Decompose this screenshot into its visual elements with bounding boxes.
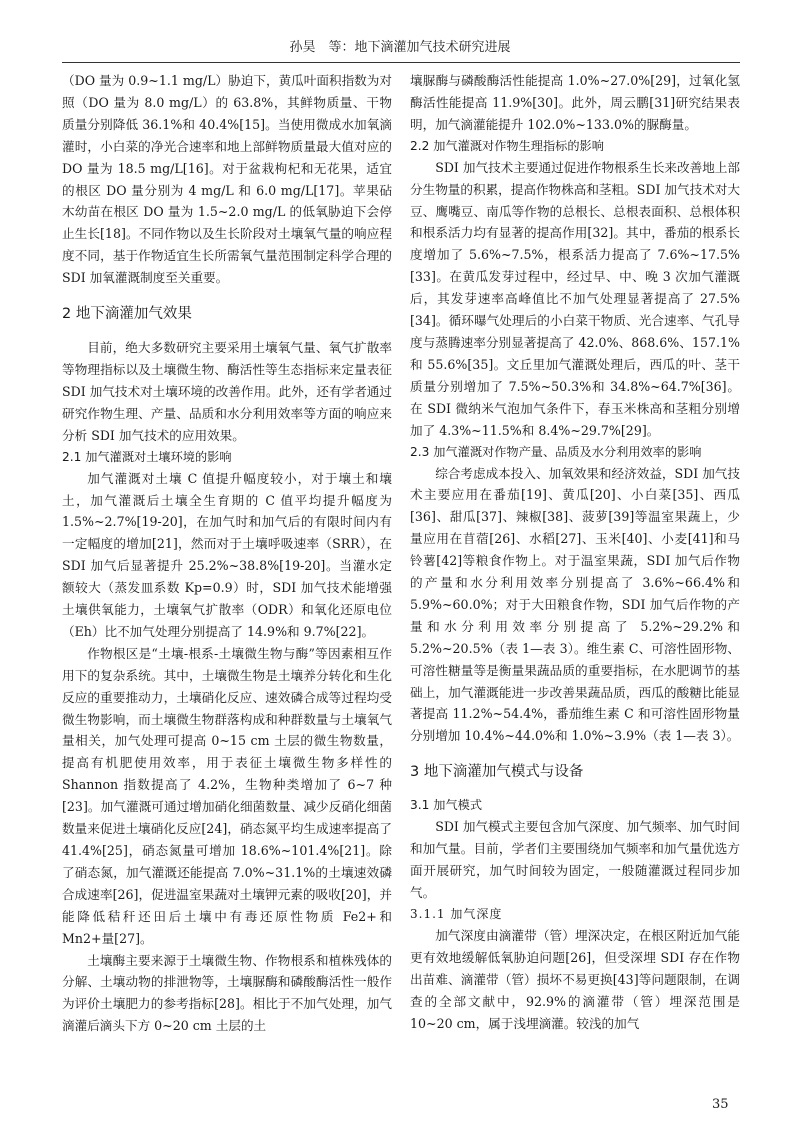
section-heading-3-1-1: 3.1.1 加气深度 [410, 906, 503, 921]
paragraph: 壤脲酶与磷酸酶活性能提高 1.0%~27.0%[29]，过氧化氢酶活性能提高 11.9%[30]。此外，周云鹏[31]研究结果表明，加气滴灌能提升 102.0%~133.0%的脲酶量。 [410, 73, 740, 132]
paragraph: （DO 量为 0.9~1.1 mg/L）胁迫下，黄瓜叶面积指数为对照（DO 量为 8.0 mg/L）的 63.8%，其鲜物质量、干物质量分别降低 36.1%和 40.4%[15]。当使用微成水加氧滴灌时，小白菜的净光合速率和地上部鲜物质量最大值对应的 DO 量为 18.5 mg/L[16]。对于盆栽枸杞和无花果，适宜的根区 DO 量分别为 4 mg/L 和 6.0 mg/L[17]。苹果砧木幼苗在根区 DO 量为 1.5~2.0 mg/L 的低氧胁迫下会停止生长[18]。不同作物以及生长阶段对土壤氧气量的响应程度不同，基于作物适宜生长所需氧气量范围制定科学合理的 SDI 加氧灌溉制度至关重要。 [62, 73, 392, 286]
header-rule [62, 62, 740, 63]
paragraph: SDI 加气技术主要通过促进作物根系生长来改善地上部分生物量的积累，提高作物株高和茎粗。SDI 加气技术对大豆、鹰嘴豆、南瓜等作物的总根长、总根表面积、总根体积和根系活力均有显著的提高作用[32]。其中，番茄的根系长度增加了 5.6%~7.5%，根系活力提高了 7.6%~17.5%[33]。在黄瓜发芽过程中，经过早、中、晚 3 次加气灌溉后，其发芽速率高峰值比不加气处理显著提高了 27.5%[34]。循环曝气处理后的小白菜干物质、光合速率、气孔导度与蒸腾速率分别显著提高了 42.0%、868.6%、157.1%和 55.6%[35]。文丘里加气灌溉处理后，西瓜的叶、茎干质量分别增加了 7.5%~50.3%和 34.8%~64.7%[36]。在 SDI 微纳米气泡加气条件下，春玉米株高和茎粗分别增加了 4.3%~11.5%和 8.4%~29.7%[29]。 [410, 159, 740, 438]
running-header: 孙昊 等：地下滴灌加气技术研究进展 [289, 40, 511, 55]
paragraph: 加气深度由滴灌带（管）埋深决定，在根区附近加气能更有效地缓解低氧胁迫问题[26]，但受深埋 SDI 存在作物出苗难、滴灌带（管）损坏不易更换[43]等问题限制，在调查的全部文献中，92.9%的滴灌带（管）埋深范围是 10~20 cm，属于浅埋滴灌。较浅的加气 [410, 927, 740, 1031]
section-heading-3: 3 地下滴灌加气模式与设备 [410, 764, 584, 781]
section-heading-2-2: 2.2 加气灌溉对作物生理指标的影响 [410, 138, 604, 153]
paragraph: 目前，绝大多数研究主要采用土壤氧气量、氧气扩散率等物理指标以及土壤微生物、酶活性等生态指标来定量表征 SDI 加气技术对土壤环境的改善作用。此外，还有学者通过研究作物生理、产量、品质和水分利用效率等方面的响应来分析 SDI 加气技术的应用效果。 [62, 340, 392, 443]
left-column [62, 70, 392, 1037]
paragraph: 土壤酶主要来源于土壤微生物、作物根系和植株残体的分解、土壤动物的排泄物等，土壤脲酶和磷酸酶活性一般作为评价土壤肥力的参考指标[28]。相比于不加气处理，加气滴灌后滴头下方 0~20 cm 土层的土 [62, 952, 392, 1034]
paragraph: 综合考虑成本投入、加氧效果和经济效益，SDI 加气技术主要应用在番茄[19]、黄瓜[20]、小白菜[35]、西瓜[36]、甜瓜[37]、辣椒[38]、菠萝[39]等温室果蔬上，少量应用在苜蓿[26]、水稻[27]、玉米[40]、小麦[41]和马铃薯[42]等粮食作物上。对于温室果蔬，SDI 加气后作物的产量和水分利用效率分别提高了 3.6%~66.4%和 5.9%~60.0%；对于大田粮食作物，SDI 加气后作物的产量和水分利用效率分别提高了 5.2%~29.2%和 5.2%~20.5%（表 1—表 3）。维生素 C、可溶性固形物、可溶性糖量等是衡量果蔬品质的重要指标，在水肥调节的基础上，加气灌溉能进一步改善果蔬品质，西瓜的酸糖比能显著提高 11.2%~54.4%，番茄维生素 C 和可溶性固形物量分别增加 10.4%~44.0%和 1.0%~3.9%（表 1—表 3）。 [410, 465, 740, 744]
section-heading-2: 2 地下滴灌加气效果 [62, 306, 192, 323]
right-column [410, 70, 740, 1034]
paragraph: 加气灌溉对土壤 C 值提升幅度较小，对于壤土和壤土，加气灌溉后土壤全生育期的 C 值平均提升幅度为 1.5%~2.7%[19-20]，在加气时和加气后的有限时间内有一定幅度的增加[21]，然而对于土壤呼吸速率（SRR），在 SDI 加气后显著提升 25.2%~38.8%[19-20]。当灌水定额较大（蒸发皿系数 Kp=0.9）时，SDI 加气技术能增强土壤供氧能力，土壤氧气扩散率（ODR）和氧化还原电位（Eh）比不加气处理分别提高了 14.9%和 9.7%[22]。 [62, 470, 392, 639]
paragraph: 作物根区是“土壤-根系-土壤微生物与酶”等因素相互作用下的复杂系统。其中，土壤微生物是土壤养分转化和生化反应的重要推动力，土壤硝化反应、速效磷合成等过程均受微生物影响，而土壤微生物群落构成和种群数量与土壤氧气量相关，加气处理可提高 0~15 cm 土层的微生物数量，提高有机肥使用效率，用于表征土壤微生物多样性的 Shannon 指数提高了 4.2%，生物种类增加了 6~7 种[23]。加气灌溉可通过增加硝化细菌数量、减少反硝化细菌数量来促进土壤硝化反应[24]，硝态氮平均生成速率提高了 41.4%[25]，硝态氮量可增加 18.6%~101.4%[21]。除了硝态氮，加气灌溉还能提高 7.0%~31.1%的土壤速效磷合成速率[26]，促进温室果蔬对土壤钾元素的吸收[20]，并能降低秸秆还田后土壤中有毒还原性物质 Fe2+和 Mn2+量[27]。 [62, 645, 392, 946]
paragraph: SDI 加气模式主要包含加气深度、加气频率、加气时间和加气量。目前，学者们主要围绕加气频率和加气量优选方面开展研究，加气时间较为固定，一般随灌溉过程同步加气。 [410, 819, 740, 900]
section-heading-2-1: 2.1 加气灌溉对土壤环境的影响 [62, 449, 232, 464]
section-heading-3-1: 3.1 加气模式 [410, 798, 483, 813]
section-heading-2-3: 2.3 加气灌溉对作物产量、品质及水分利用效率的影响 [410, 444, 702, 459]
page-number: 35 [712, 1097, 729, 1112]
